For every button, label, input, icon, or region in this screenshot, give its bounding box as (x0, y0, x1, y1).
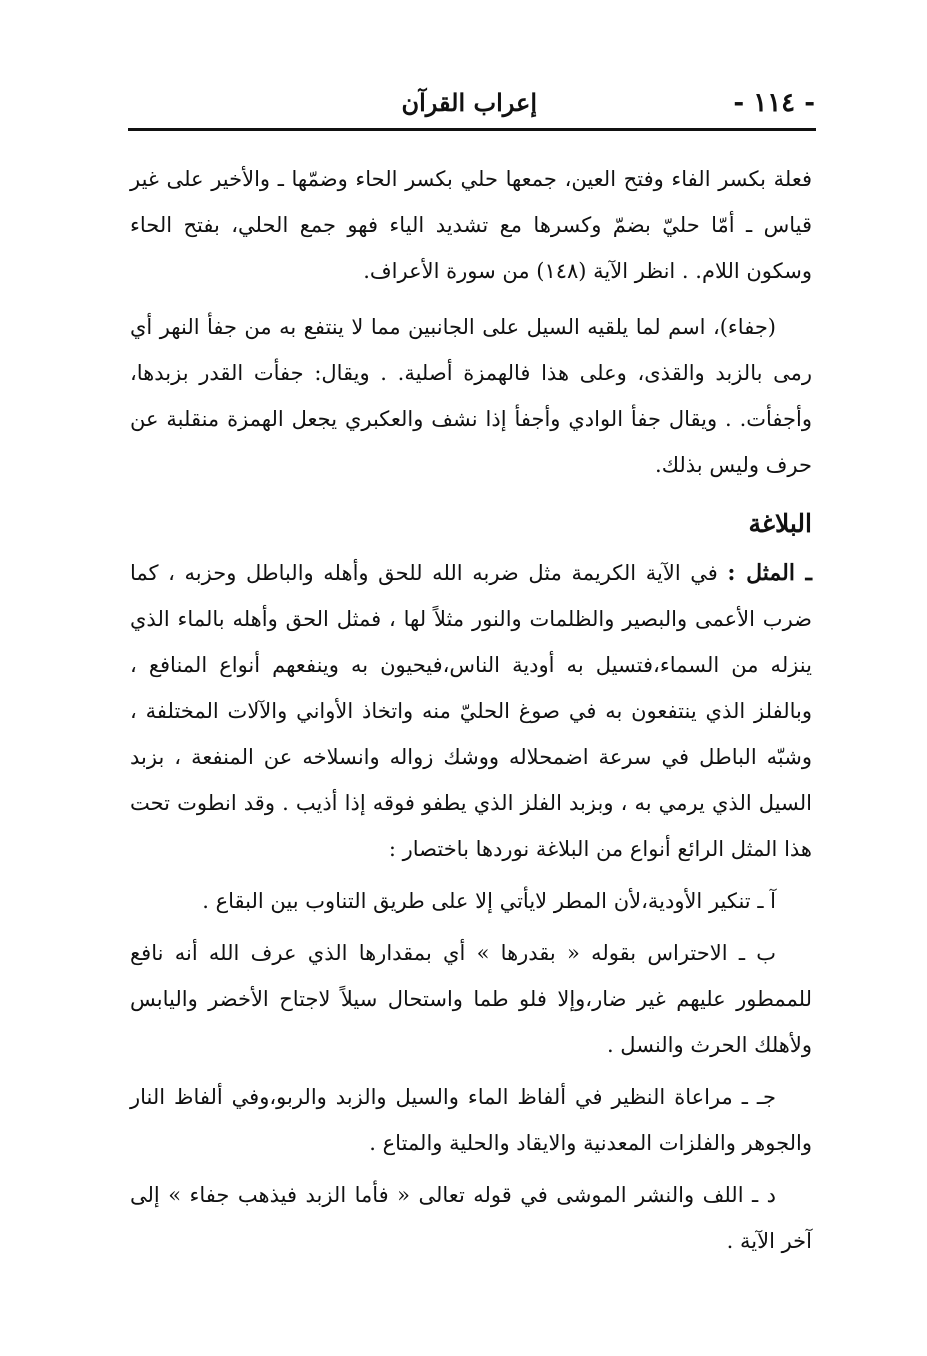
header-rule (128, 128, 816, 131)
list-item: د ـ اللف والنشر الموشى في قوله تعالى « فأما الزبد فيذهب جفاء » إلى آخر الآية . (130, 1183, 812, 1253)
balagha-heading: البلاغة (748, 509, 812, 538)
mathal-term: ـ المثل : (727, 560, 813, 586)
page-body (130, 156, 812, 1264)
mathal-paragraph (130, 550, 812, 872)
list-item: آ ـ تنكير الأودية،لأن المطر لايأتي إلا على طريق التناوب بين البقاع . (202, 889, 776, 913)
mathal-text: في الآية الكريمة مثل ضربه الله للحق وأهله والباطل وحزبه ، كما ضرب الأعمى والبصير والظلمات والنور مثلاً لها ، فمثل الحق وأهله بالماء الذي ينزله من السماء،فتسيل به أودية الناس،فيحيون به وينفعهم أنواع المنافع ، وبالفلز الذي ينتفعون به في صوغ الحليّ منه واتخاذ الأواني والآلات المختلفة ، وشبّه الباطل في سرعة اضمحلاله ووشك زواله وانسلاخه عن المنفعة ، بزبد السيل الذي يرمي به ، وبزبد الفلز الذي يطفو فوقه إذا أذيب . وقد انطوت تحت هذا المثل الرائع أنواع من البلاغة نوردها باختصار : (130, 561, 812, 861)
page-header (130, 82, 815, 126)
intro-paragraph: فعلة بكسر الفاء وفتح العين، جمعها حلي بكسر الحاء وضمّها ـ والأخير على غير قياس ـ أمّا حليّ بضمّ وكسرها مع تشديد الياء فهو جمع الحلي، بفتح الحاء وسكون اللام. . انظر الآية (١٤٨) من سورة الأعراف. (130, 167, 812, 283)
list-item: ب ـ الاحتراس بقوله « بقدرها » أي بمقدارها الذي عرف الله أنه نافع للممطور عليهم غير ضار،وإلا فلو طما واستحال سيلاً لاجتاح الأخضر واليابس ولأهلك الحرث والنسل . (130, 941, 812, 1057)
page-number: - ١١٤ - (733, 88, 815, 118)
running-title: إعراب القرآن (401, 88, 537, 117)
list-item: جـ ـ مراعاة النظير في ألفاظ الماء والسيل والزبد والربو،وفي ألفاظ النار والجوهر والفلزات المعدنية والايقاد والحلية والمتاع . (130, 1085, 812, 1155)
jufaa-paragraph: (جفاء)، اسم لما يلقيه السيل على الجانبين مما لا ينتفع به من جفأ النهر أي رمى بالزبد والقذى، وعلى هذا فالهمزة أصلية. . ويقال: جفأت القدر بزبدها، وأجفأت. . ويقال جفأ الوادي وأجفأ إذا نشف والعكبري يجعل الهمزة منقلبة عن حرف وليس بذلك. (130, 315, 812, 477)
